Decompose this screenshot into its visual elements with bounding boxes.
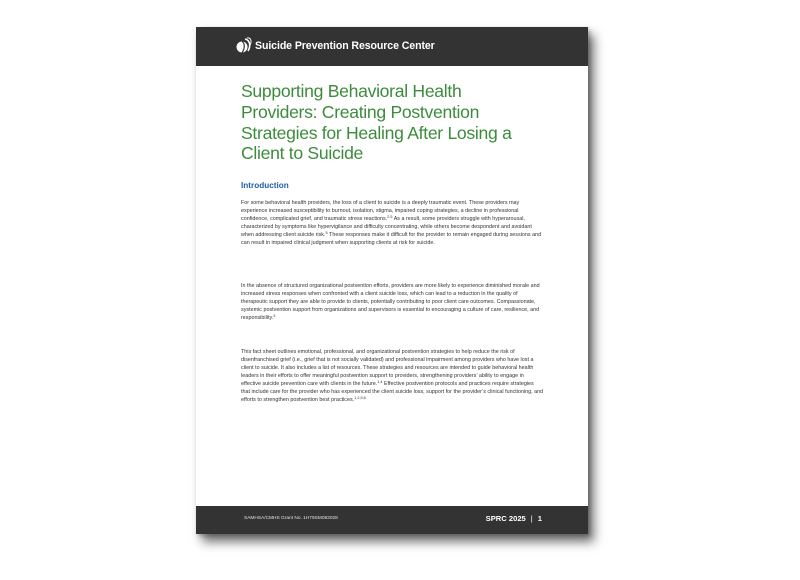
citation-superscript: 5 <box>325 231 328 236</box>
citation-superscript: 2,5 <box>387 215 393 220</box>
footer-bar <box>196 506 588 534</box>
org-year: SPRC 2025 <box>485 514 526 523</box>
citation-superscript: 1,2,5,6 <box>354 396 366 401</box>
citation-superscript: 1,4 <box>377 380 383 385</box>
footer-separator: | <box>530 514 533 523</box>
citation-superscript: 3 <box>273 314 276 319</box>
sprc-logo-icon <box>236 37 252 55</box>
footer-page-info <box>486 514 542 523</box>
paragraph-text: These responses make it difficult for the provider to remain engaged during sessions and can result in impaired clinical judgment when supporting clients at risk for suicide. <box>241 232 542 247</box>
grant-number: SAMHSA/CMHS Grant No. 1H79SM083028 <box>244 516 338 521</box>
paragraph-text: Effective postvention protocols and practices require strategies that include care for the provider who has experienced the client suicide loss, support for the provider’s clinical functioning, and efforts to strengthen postvention best practices. <box>241 381 544 404</box>
paragraph-text: This fact sheet outlines emotional, professional, and organizational postvention strategies to help reduce the risk of disenfranchised grief (i.e., grief that is not socially validated) and professional impairment among providers who have lost a client to suicide. It also includes a list of resources. These strategies and resources are intended to guide behavioral health leaders in their efforts to offer meaningful postvention support to providers, strengthening providers’ ability to engage in effective suicide prevention care with clients in the future. <box>241 349 534 388</box>
paragraph-2 <box>241 282 544 322</box>
paragraph-3 <box>241 348 544 404</box>
page-number: 1 <box>537 514 542 523</box>
introduction-heading: Introduction <box>241 181 289 190</box>
paragraph-text: As a result, some providers struggle with hyperarousal, characterized by symptoms like hypervigilance and difficulty concentrating, while others become despondent and avoidant when addressing client suicide risk. <box>241 216 532 239</box>
header-bar <box>196 27 588 66</box>
org-name: Suicide Prevention Resource Center <box>255 40 435 52</box>
document-page <box>196 27 588 534</box>
paragraph-1 <box>241 199 544 247</box>
paragraph-text: In the absence of structured organizational postvention efforts, providers are more likely to experience diminished morale and increased stress responses when confronted with a client suicide loss, which can lead to a reduction in the quality of therapeutic support they are able to provide to clients, potentially contributing to poor client care outcomes. Compassionate, systemic postvention support from organizations and supervisors is essential to encouraging a culture of care, resilience, and responsibility. <box>241 283 540 322</box>
document-title: Supporting Behavioral Health Providers: Creating Postvention Strategies for Healing After Losing a Client to Suicide <box>241 81 512 164</box>
sprc-logo <box>236 37 435 55</box>
paragraph-text: For some behavioral health providers, the loss of a client to suicide is a deeply traumatic event. These providers may experience increased susceptibility to burnout, isolation, stigma, impaired coping strategies, a decline in professional confidence, complicated grief, and traumatic stress reactions. <box>241 200 520 223</box>
